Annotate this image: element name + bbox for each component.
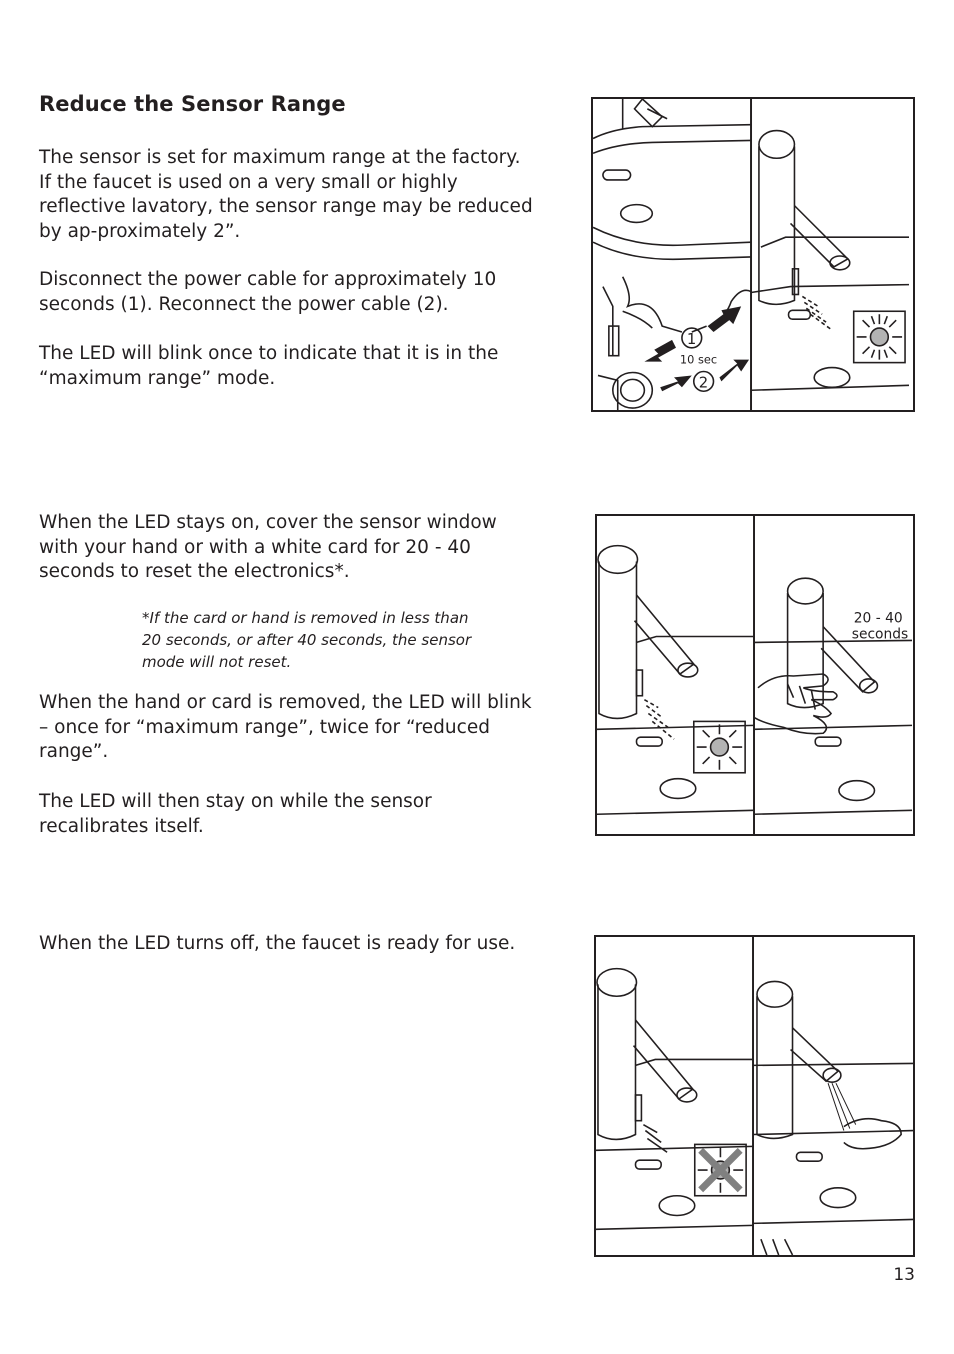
footnote-asterisk: * xyxy=(142,609,150,627)
figure-ready-for-use xyxy=(594,935,915,1257)
paragraph-factory-setting: The sensor is set for maximum range at the factory. If the faucet is used on a very small or highly reflective lavatory, the sensor range may be reduced by ap-proximately 2”. xyxy=(39,147,533,242)
paragraph-cover-sensor: When the LED stays on, cover the sensor window with your hand or with a white card for 20 - 40 seconds to reset the electronics*. xyxy=(39,512,497,583)
time-label-10-sec: 10 sec xyxy=(679,352,718,367)
arrow-left-up-icon xyxy=(660,375,692,391)
sink-under-view-illustration xyxy=(593,99,751,410)
step-2-label: 2 xyxy=(698,374,709,392)
step-1-label: 1 xyxy=(686,330,697,348)
paragraph-recalibrate: The LED will then stay on while the sensor recalibrates itself. xyxy=(39,791,432,837)
time-label-seconds: seconds xyxy=(851,626,909,643)
paragraph-disconnect-power: Disconnect the power cable for approximately 10 seconds (1). Reconnect the power cable (2). xyxy=(39,269,497,315)
figure-cover-sensor xyxy=(595,514,915,836)
footnote-text: If the card or hand is removed in less than 20 seconds, or after 40 seconds, the sensor mode will not reset. xyxy=(142,609,472,671)
led-blink-icon xyxy=(854,311,905,362)
footnote-reset-timing xyxy=(142,607,482,673)
arrow-right-down-icon xyxy=(708,306,742,332)
arrow-right-up-icon xyxy=(719,360,749,382)
paragraph-led-blink-once: The LED will blink once to indicate that it is in the “maximum range” mode. xyxy=(39,343,499,389)
arrow-left-down-icon xyxy=(644,340,676,362)
led-off-crossed-icon xyxy=(695,1144,746,1195)
page-number: 13 xyxy=(893,1265,915,1285)
paragraph-ready-for-use: When the LED turns off, the faucet is ready for use. xyxy=(39,933,516,954)
time-label-20-40: 20 - 40 xyxy=(853,610,903,627)
led-on-icon xyxy=(694,721,745,772)
faucet-led-off-illustration xyxy=(596,969,753,1230)
figure-power-cable-reset xyxy=(591,97,915,412)
faucet-led-on-illustration xyxy=(597,546,754,815)
paragraph-led-blink-mode: When the hand or card is removed, the LED will blink – once for “maximum range”, twice for “reduced range”. xyxy=(39,692,532,763)
section-heading: Reduce the Sensor Range xyxy=(39,92,346,116)
faucet-running-water-illustration xyxy=(753,981,913,1255)
